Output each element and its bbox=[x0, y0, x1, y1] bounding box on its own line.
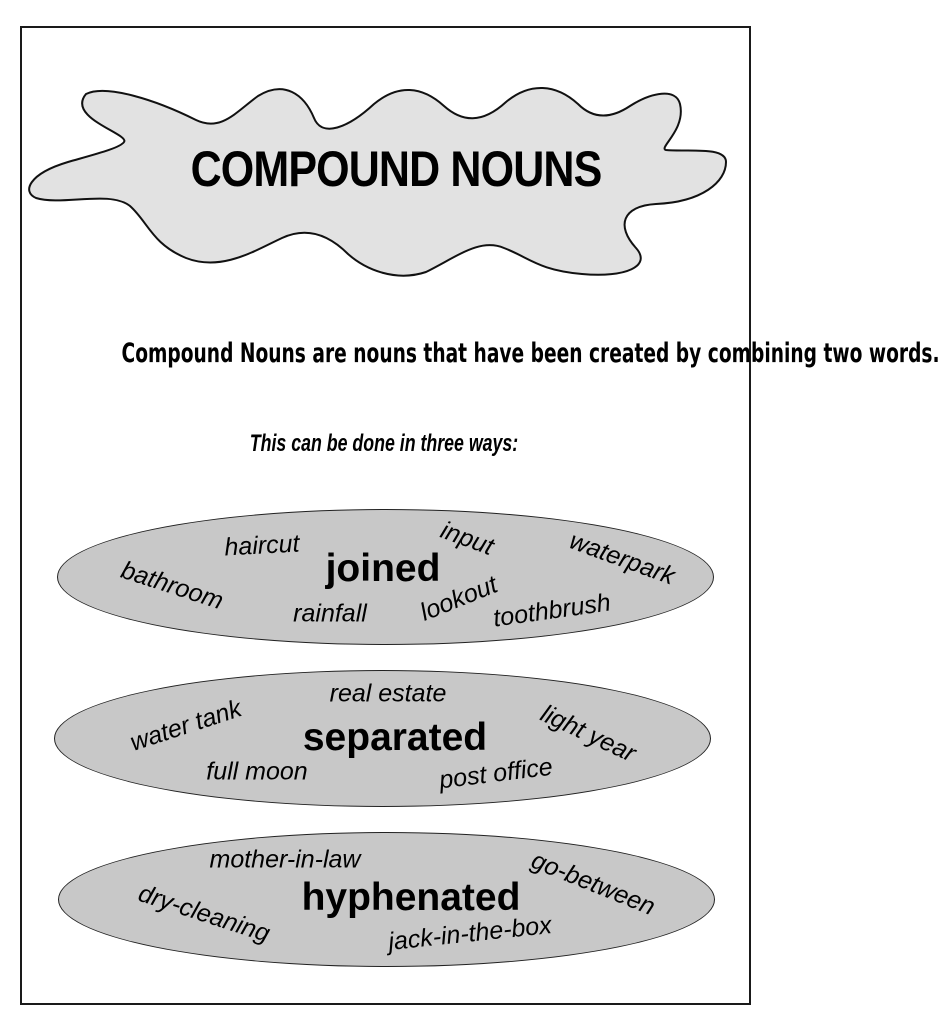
subheading-text: This can be done in three ways: bbox=[249, 430, 519, 457]
example-word: post office bbox=[437, 752, 555, 795]
page-title: COMPOUND NOUNS bbox=[190, 141, 602, 197]
group-label-joined: joined bbox=[325, 547, 441, 590]
example-word: go-between bbox=[527, 846, 660, 921]
example-word: light year bbox=[536, 699, 641, 768]
example-word: input bbox=[436, 516, 498, 561]
example-word: jack-in-the-box bbox=[386, 911, 553, 956]
example-word: lookout bbox=[416, 570, 502, 627]
example-word: toothbrush bbox=[491, 588, 613, 633]
definition-text: Compound Nouns are nouns that have been created by combining two words. bbox=[121, 338, 940, 369]
example-word: real estate bbox=[329, 679, 447, 708]
example-word: dry-cleaning bbox=[135, 879, 274, 948]
example-word: bathroom bbox=[117, 555, 227, 616]
example-word: haircut bbox=[223, 529, 301, 562]
example-word: full moon bbox=[206, 757, 308, 786]
group-label-hyphenated: hyphenated bbox=[301, 876, 521, 919]
example-word: water tank bbox=[126, 694, 246, 757]
example-word: mother-in-law bbox=[209, 845, 361, 874]
example-word: waterpark bbox=[565, 526, 679, 591]
example-word: rainfall bbox=[293, 599, 367, 628]
group-label-separated: separated bbox=[302, 716, 488, 759]
